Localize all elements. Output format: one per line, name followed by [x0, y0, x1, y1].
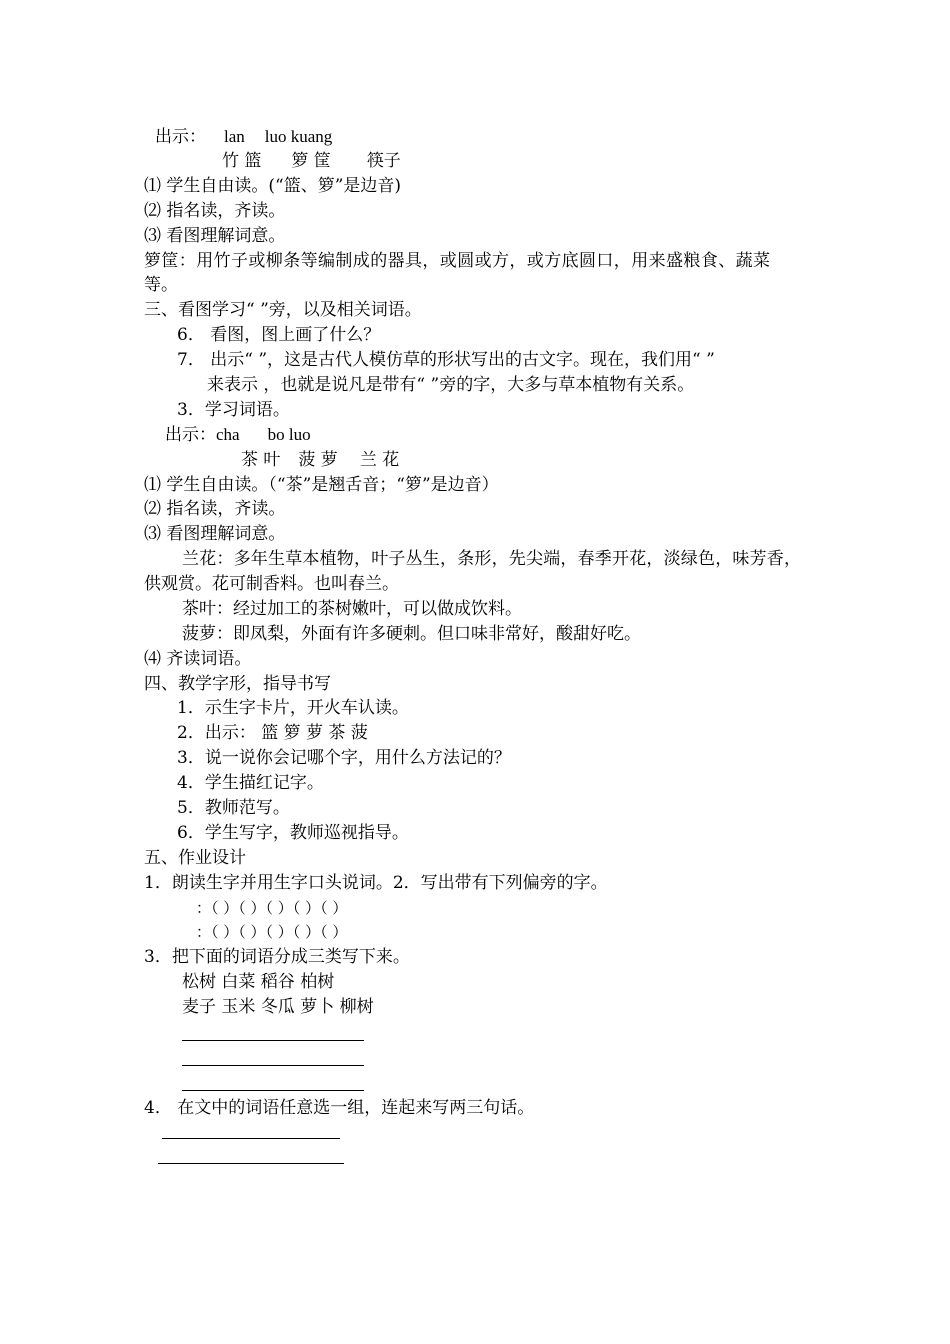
word-group-a: 松树 白菜 稻谷 柏树: [182, 972, 335, 992]
sentence-line-1[interactable]: [162, 1138, 340, 1139]
blank-row-2: ：（ ）（ ）（ ）（ ）（ ）: [196, 923, 348, 941]
word-luokuang: 箩 筐: [291, 151, 331, 171]
word-group-b: 麦子 玉米 冬瓜 萝卜 柳树: [182, 997, 374, 1017]
words-line-1: [222, 150, 401, 172]
section-4-item-4: 4．学生描红记字。: [177, 773, 324, 793]
step-2-3: ⑶ 看图理解词意。: [144, 524, 286, 544]
step-2-4: ⑷ 齐读词语。: [144, 649, 252, 669]
answer-line-3[interactable]: [182, 1090, 364, 1091]
step-1-3: ⑶ 看图理解词意。: [144, 226, 286, 246]
section-3-item-6: 6． 看图，图上画了什么？: [177, 325, 381, 345]
section-3-heading: 三、看图学习“ ”旁，以及相关词语。: [144, 300, 422, 320]
words-line-2: [241, 449, 399, 471]
step-1-1: ⑴ 学生自由读。(“篮、箩”是边音): [144, 176, 402, 196]
luokuang-definition: 箩筐：用竹子或柳条等编制成的器具，或圆或方，或方底圆口，用来盛粮食、蔬菜: [144, 251, 771, 271]
step-1-2: ⑵ 指名读，齐读。: [144, 201, 286, 221]
homework-1-2: 1．朗读生字并用生字口头说词。2．写出带有下列偏旁的字。: [144, 873, 608, 893]
show-label: 出示：: [155, 127, 206, 147]
word-boluo: 菠 萝: [298, 450, 338, 470]
lanhua-definition-cont: 供观赏。花可制香料。也叫春兰。: [144, 574, 399, 594]
word-zhulan: 竹 篮: [222, 151, 262, 171]
section-4-item-3: 3．说一说你会记哪个字，用什么方法记的？: [177, 748, 511, 768]
section-3-item-3: 3．学习词语。: [177, 400, 290, 420]
sentence-line-2[interactable]: [158, 1163, 344, 1164]
pinyin-cha: cha: [216, 425, 240, 444]
section-4-heading: 四、教学字形，指导书写: [144, 674, 331, 694]
lanhua-definition: 兰花：多年生草本植物，叶子丛生，条形，先尖端，春季开花，淡绿色，味芳香，: [182, 549, 802, 569]
step-2-2: ⑵ 指名读，齐读。: [144, 499, 286, 519]
homework-3: 3．把下面的词语分成三类写下来。: [144, 947, 410, 967]
answer-line-2[interactable]: [182, 1065, 364, 1066]
chaye-definition: 茶叶：经过加工的茶树嫩叶，可以做成饮料。: [182, 599, 522, 619]
pinyin-lan: lan: [224, 127, 245, 146]
pinyin-luokuang: luo kuang: [264, 127, 333, 146]
word-kuaizi: 筷子: [366, 151, 401, 171]
step-2-1: ⑴ 学生自由读。（“茶”是翘舌音；“箩”是边音）: [144, 475, 499, 495]
pinyin-boluo: bo luo: [267, 425, 311, 444]
show-label: 出示：: [165, 425, 216, 445]
section-5-heading: 五、作业设计: [144, 848, 246, 868]
answer-line-1[interactable]: [182, 1040, 364, 1041]
boluo-definition: 菠萝：即凤梨，外面有许多硬刺。但口味非常好，酸甜好吃。: [182, 624, 641, 644]
section-4-item-6: 6．学生写字，教师巡视指导。: [177, 823, 409, 843]
word-chaye: 茶 叶: [241, 450, 281, 470]
section-4-item-5: 5．教师范写。: [177, 798, 290, 818]
section-3-item-7-cont: 来表示 ，也就是说凡是带有“ ”旁的字，大多与草本植物有关系。: [207, 375, 695, 395]
section-4-item-1: 1．示生字卡片，开火车认读。: [177, 698, 409, 718]
blank-row-1: ：（ ）（ ）（ ）（ ）（ ）: [196, 899, 348, 917]
word-lanhua: 兰 花: [359, 450, 400, 470]
luokuang-definition-cont: 等。: [144, 275, 178, 295]
pinyin-line-2: [165, 424, 311, 446]
pinyin-line-1: [155, 126, 332, 148]
section-3-item-7: 7． 出示“ ”，这是古代人模仿草的形状写出的古文字。现在，我们用“ ”: [177, 350, 715, 370]
homework-4: 4． 在文中的词语任意选一组，连起来写两三句话。: [144, 1098, 535, 1118]
section-4-item-2: 2．出示： 篮 箩 萝 茶 菠: [177, 723, 368, 743]
